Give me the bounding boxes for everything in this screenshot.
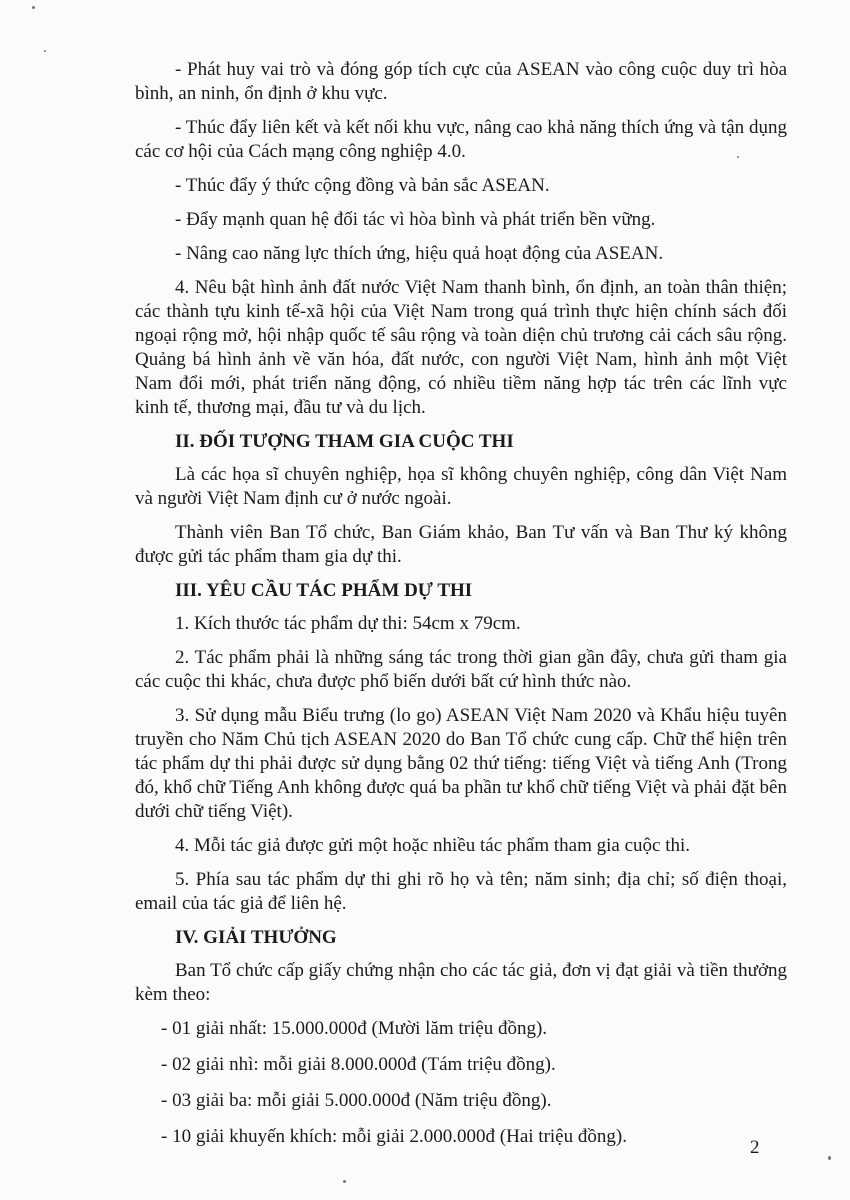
prize-item: - 02 giải nhì: mỗi giải 8.000.000đ (Tám triệu đồng). — [161, 1054, 556, 1075]
scan-speck — [343, 1180, 346, 1183]
participants-paragraph: Là các họa sĩ chuyên nghiệp, họa sĩ không chuyên nghiệp, công dân Việt Nam và người Việt Nam định cư ở nước ngoài. — [135, 464, 787, 509]
objective-bullet: - Thúc đẩy liên kết và kết nối khu vực, nâng cao khả năng thích ứng và tận dụng các cơ hội của Cách mạng công nghiệp 4.0. — [135, 117, 787, 162]
prize-item: - 03 giải ba: mỗi giải 5.000.000đ (Năm triệu đồng). — [161, 1090, 552, 1111]
objective-bullet: - Nâng cao năng lực thích ứng, hiệu quả hoạt động của ASEAN. — [175, 243, 664, 264]
objective-point-4: 4. Nêu bật hình ảnh đất nước Việt Nam thanh bình, ổn định, an toàn thân thiện; các thành tựu kinh tế-xã hội của Việt Nam trong quá trình thực hiện chính sách đối ngoại rộng mở, hội nhập quốc tế sâu rộng và toàn diện chủ trương cải cách sâu rộng. Quảng bá hình ảnh về văn hóa, đất nước, con người Việt Nam, hình ảnh một Việt Nam đổi mới, phát triển năng động, có nhiều tiềm năng hợp tác trên các lĩnh vực kinh tế, thương mại, đầu tư và du lịch. — [135, 277, 787, 418]
requirement-item: 3. Sử dụng mẫu Biểu trưng (lo go) ASEAN Việt Nam 2020 và Khẩu hiệu tuyên truyền cho Năm Chủ tịch ASEAN 2020 do Ban Tổ chức cung cấp. Chữ thể hiện trên tác phẩm dự thi phải được sử dụng bằng 02 thứ tiếng: tiếng Việt và tiếng Anh (Trong đó, khổ chữ Tiếng Anh không được quá ba phần tư khổ chữ tiếng Việt và phải đặt bên dưới chữ tiếng Việt). — [135, 705, 787, 822]
prizes-intro: Ban Tổ chức cấp giấy chứng nhận cho các tác giả, đơn vị đạt giải và tiền thưởng kèm theo: — [135, 960, 787, 1005]
section-heading-requirements: III. YÊU CẦU TÁC PHẨM DỰ THI — [175, 580, 473, 601]
scan-speck — [32, 6, 35, 9]
prize-item: - 01 giải nhất: 15.000.000đ (Mười lăm triệu đồng). — [161, 1018, 548, 1039]
section-heading-participants: II. ĐỐI TƯỢNG THAM GIA CUỘC THI — [175, 431, 514, 452]
document-body — [135, 58, 787, 1161]
objective-bullet: - Thúc đẩy ý thức cộng đồng và bản sắc ASEAN. — [175, 175, 550, 196]
scan-speck — [44, 50, 46, 52]
requirement-item: 5. Phía sau tác phẩm dự thi ghi rõ họ và tên; năm sinh; địa chỉ; số điện thoại, email của tác giả để liên hệ. — [135, 869, 787, 914]
participants-paragraph: Thành viên Ban Tổ chức, Ban Giám khảo, Ban Tư vấn và Ban Thư ký không được gửi tác phẩm tham gia dự thi. — [135, 522, 787, 567]
requirement-item: 2. Tác phẩm phải là những sáng tác trong thời gian gần đây, chưa gửi tham gia các cuộc thi khác, chưa được phổ biến dưới bất cứ hình thức nào. — [135, 647, 787, 692]
scan-speck — [828, 1156, 831, 1160]
scan-speck — [737, 156, 739, 158]
requirement-item: 1. Kích thước tác phẩm dự thi: 54cm x 79cm. — [175, 613, 521, 634]
objective-bullet: - Đẩy mạnh quan hệ đối tác vì hòa bình và phát triển bền vững. — [175, 209, 656, 230]
requirement-item: 4. Mỗi tác giả được gửi một hoặc nhiều tác phẩm tham gia cuộc thi. — [175, 835, 691, 856]
objective-bullet: - Phát huy vai trò và đóng góp tích cực của ASEAN vào công cuộc duy trì hòa bình, an ninh, ổn định ở khu vực. — [135, 59, 787, 104]
page-number: 2 — [750, 1137, 760, 1158]
section-heading-prizes: IV. GIẢI THƯỞNG — [175, 927, 337, 948]
prize-item: - 10 giải khuyến khích: mỗi giải 2.000.000đ (Hai triệu đồng). — [161, 1126, 627, 1147]
